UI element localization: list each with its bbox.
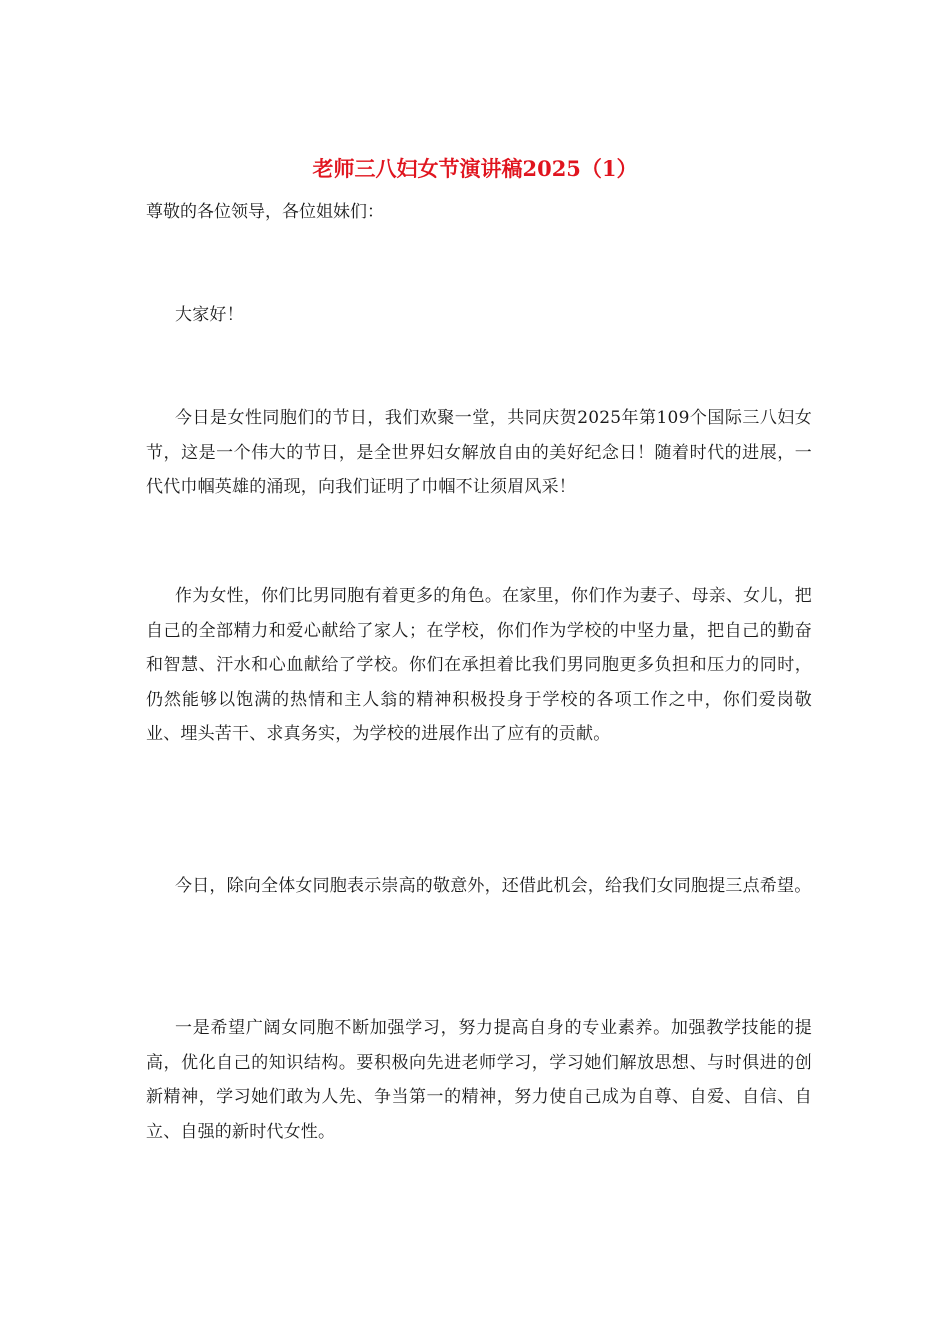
- paragraph-hopes-intro: 今日，除向全体女同胞表示崇高的敬意外，还借此机会，给我们女同胞提三点希望。: [175, 876, 812, 896]
- paragraph-greeting: 大家好！: [175, 305, 244, 325]
- paragraph-festival: 今日是女性同胞们的节日，我们欢聚一堂，共同庆贺2025年第109个国际三八妇女节，这是一个伟大的节日，是全世界妇女解放自由的美好纪念日！随着时代的进展，一代代巾帼英雄的涌现，向我们证明了巾帼不让须眉风采！: [146, 408, 812, 498]
- document-title: 老师三八妇女节演讲稿2025（1）: [312, 156, 638, 181]
- paragraph-roles: 作为女性，你们比男同胞有着更多的角色。在家里，你们作为妻子、母亲、女儿，把自己的全部精力和爱心献给了家人；在学校，你们作为学校的中坚力量，把自己的勤奋和智慧、汗水和心血献给了学校。你们在承担着比我们男同胞更多负担和压力的同时，仍然能够以饱满的热情和主人翁的精神积极投身于学校的各项工作之中，你们爱岗敬业、埋头苦干、求真务实，为学校的进展作出了应有的贡献。: [146, 586, 812, 745]
- salutation: 尊敬的各位领导，各位姐妹们：: [146, 202, 384, 222]
- paragraph-hope-one: 一是希望广阔女同胞不断加强学习，努力提高自身的专业素养。加强教学技能的提高，优化自己的知识结构。要积极向先进老师学习，学习她们解放思想、与时俱进的创新精神，学习她们敢为人先、争当第一的精神，努力使自己成为自尊、自爱、自信、自立、自强的新时代女性。: [146, 1018, 812, 1142]
